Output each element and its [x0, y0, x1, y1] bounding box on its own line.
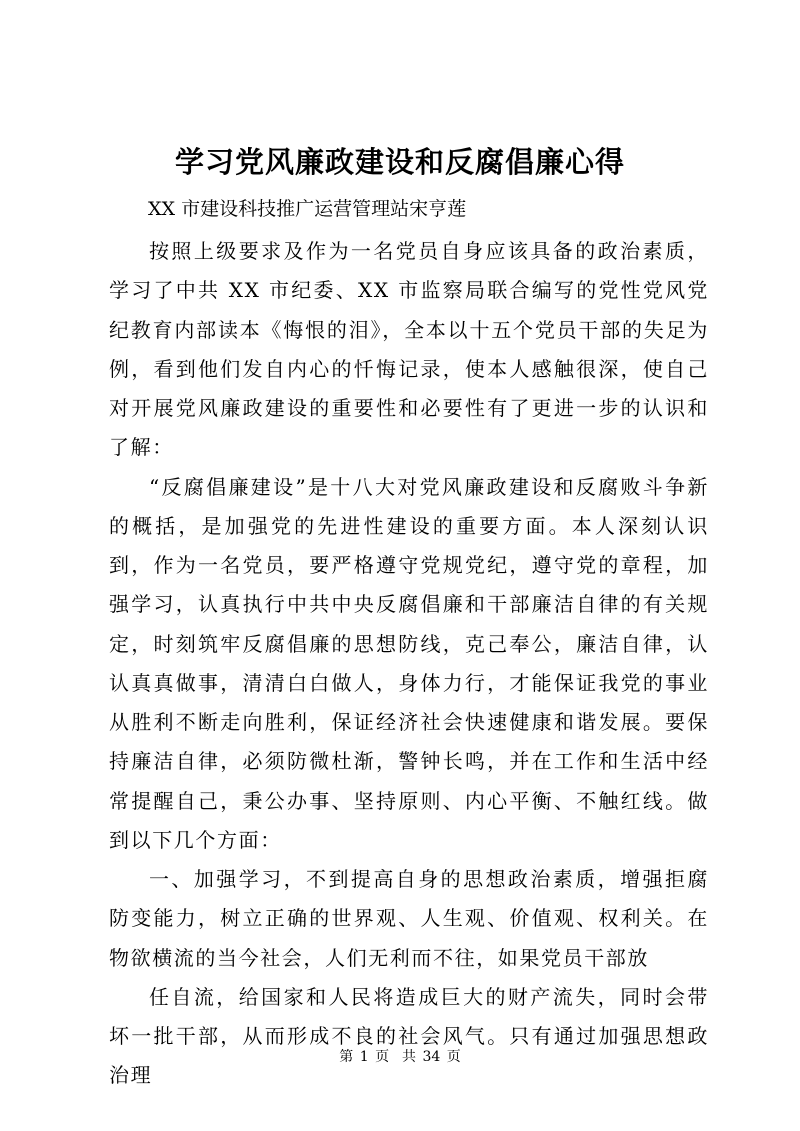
document-title: 学习党风廉政建设和反腐倡廉心得 [174, 145, 625, 179]
author-line: XX 市建设科技推广运营管理站宋亨莲 [148, 198, 467, 220]
paragraph-2: “反腐倡廉建设”是十八大对党风廉政建设和反腐败斗争新的概括，是加强党的先进性建设的重要方面。本人深刻认识到，作为一名党员，要严格遵守党规党纪，遵守党的章程，加强学习，认真执行中共中央反腐倡廉和干部廉洁自律的有关规定，时刻筑牢反腐倡廉的思想防线，克己奉公，廉洁自律，认认真真做事，清清白白做人，身体力行，才能保证我党的事业从胜利不断走向胜利，保证经济社会快速健康和谐发展。要保持廉洁自律，必须防微杜渐，警钟长鸣，并在工作和生活中经常提醒自己，秉公办事、坚持原则、内心平衡、不触红线。做到以下几个方面： [109, 474, 709, 852]
document-body [109, 232, 709, 1096]
paragraph-3: 一、加强学习，不到提高自身的思想政治素质，增强拒腐防变能力，树立正确的世界观、人生观、价值观、权利关。在物欲横流的当今社会，人们无利而不往，如果党员干部放 [109, 867, 709, 970]
paragraph-4: 任自流，给国家和人民将造成巨大的财产流失，同时会带坏一批干部，从而形成不良的社会风气。只有通过加强思想政治理 [109, 984, 709, 1088]
page-footer: 第 1 页 共 34 页 [339, 1049, 461, 1065]
paragraph-1: 按照上级要求及作为一名党员自身应该具备的政治素质，学习了中共 XX 市纪委、XX 市监察局联合编写的党性党风党纪教育内部读本《悔恨的泪》，全本以十五个党员干部的失足为例，看到他们发自内心的忏悔记录，使本人感触很深，使自己对开展党风廉政建设的重要性和必要性有了更进一步的认识和了解： [109, 239, 709, 460]
